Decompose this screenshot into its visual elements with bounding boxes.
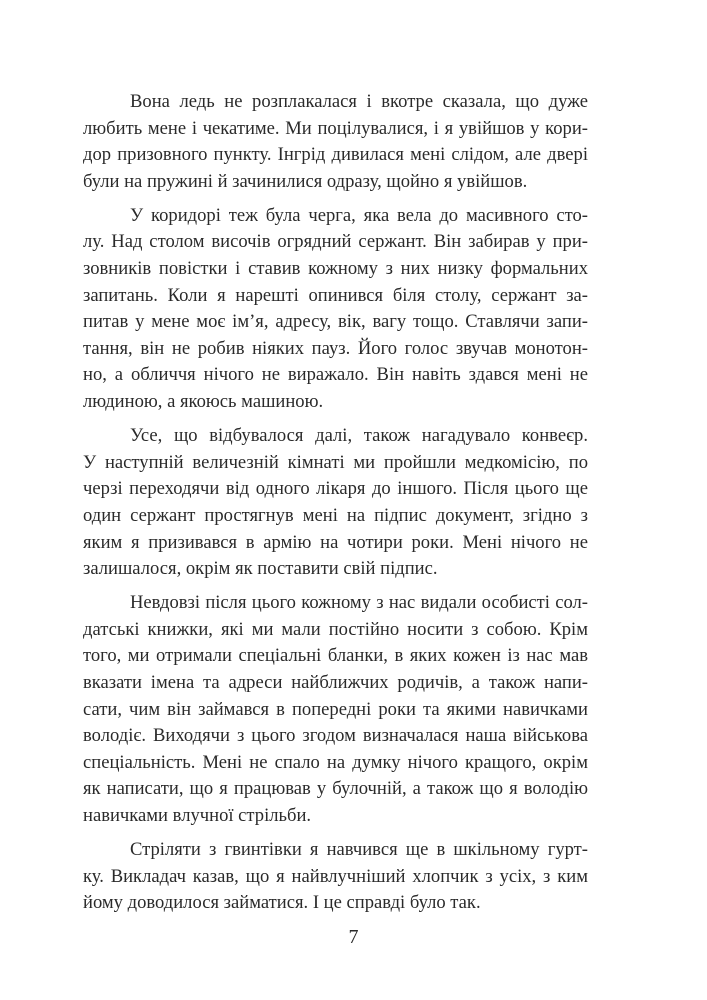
text-line: Усе, що відбувалося далі, також нагадувало конвеєр. bbox=[130, 425, 588, 447]
text-line: лу. Над столом височів огрядний сержант. Він забирав у при- bbox=[83, 231, 588, 253]
text-line: яким я призивався в армію на чотири роки. Мені нічого не bbox=[83, 531, 588, 553]
text-line: володіє. Виходячи з цього згодом визначалася наша військова bbox=[83, 725, 588, 747]
paragraph bbox=[83, 203, 588, 416]
text-line: Невдовзі після цього кожному з нас видали особисті сол- bbox=[130, 592, 588, 614]
text-line: черзі переходячи від одного лікаря до іншого. Після цього ще bbox=[83, 478, 588, 500]
text-line: один сержант простягнув мені на підпис документ, згідно з bbox=[83, 504, 588, 526]
text-line: Вона ледь не розплакалася і вкотре сказала, що дуже bbox=[130, 91, 588, 112]
text-line: спеціальність. Мені не спало на думку нічого кращого, окрім bbox=[83, 751, 588, 773]
text-line: залишалося, окрім як поставити свій підпис. bbox=[83, 558, 438, 580]
text-line: дор призовного пункту. Інгрід дивилася мені слідом, але двері bbox=[83, 144, 588, 166]
text-line: зовників повістки і ставив кожному з них низку формальних bbox=[83, 258, 588, 280]
text-line: були на пружині й зачинилися одразу, щойно я увійшов. bbox=[83, 170, 528, 192]
text-line: но, а обличчя нічого не виражало. Він навіть здався мені не bbox=[83, 364, 588, 386]
paragraph bbox=[83, 837, 588, 917]
text-line: людиною, а якоюсь машиною. bbox=[83, 391, 324, 413]
text-line: Стріляти з гвинтівки я навчився ще в шкільному гурт- bbox=[130, 839, 588, 861]
text-line: навичками влучної стрільби. bbox=[83, 804, 312, 826]
text-line: питав у мене моє ім’я, адресу, вік, вагу тощо. Ставлячи запи- bbox=[83, 311, 588, 333]
text-line: як написати, що я працював у булочній, а також що я володію bbox=[83, 778, 588, 800]
page-body bbox=[83, 89, 588, 924]
text-line: датські книжки, які ми мали постійно носити з собою. Крім bbox=[83, 618, 588, 640]
text-line: запитань. Коли я нарешті опинився біля столу, сержант за- bbox=[83, 284, 588, 306]
text-line: ку. Викладач казав, що я найвлучніший хлопчик з усіх, з ким bbox=[83, 865, 588, 887]
text-line: того, ми отримали спеціальні бланки, в яких кожен із нас мав bbox=[83, 645, 588, 667]
text-line: тання, він не робив ніяких пауз. Його голос звучав монотон- bbox=[83, 337, 588, 359]
text-line: йому доводилося займатися. І це справді було так. bbox=[83, 892, 481, 914]
text-line: У коридорі теж була черга, яка вела до масивного сто- bbox=[130, 204, 588, 226]
paragraph bbox=[83, 423, 588, 583]
text-line: У наступній величезній кімнаті ми пройшли медкомісію, по bbox=[83, 451, 588, 473]
page-number: 7 bbox=[348, 926, 359, 948]
text-line: сати, чим він займався в попередні роки та якими навичками bbox=[83, 698, 588, 720]
paragraph bbox=[83, 89, 588, 195]
text-line: любить мене і чекатиме. Ми поцілувалися, і я увійшов у кори- bbox=[83, 117, 588, 139]
text-line: вказати імена та адреси найближчих родичів, а також напи- bbox=[83, 671, 588, 693]
paragraph bbox=[83, 590, 588, 829]
